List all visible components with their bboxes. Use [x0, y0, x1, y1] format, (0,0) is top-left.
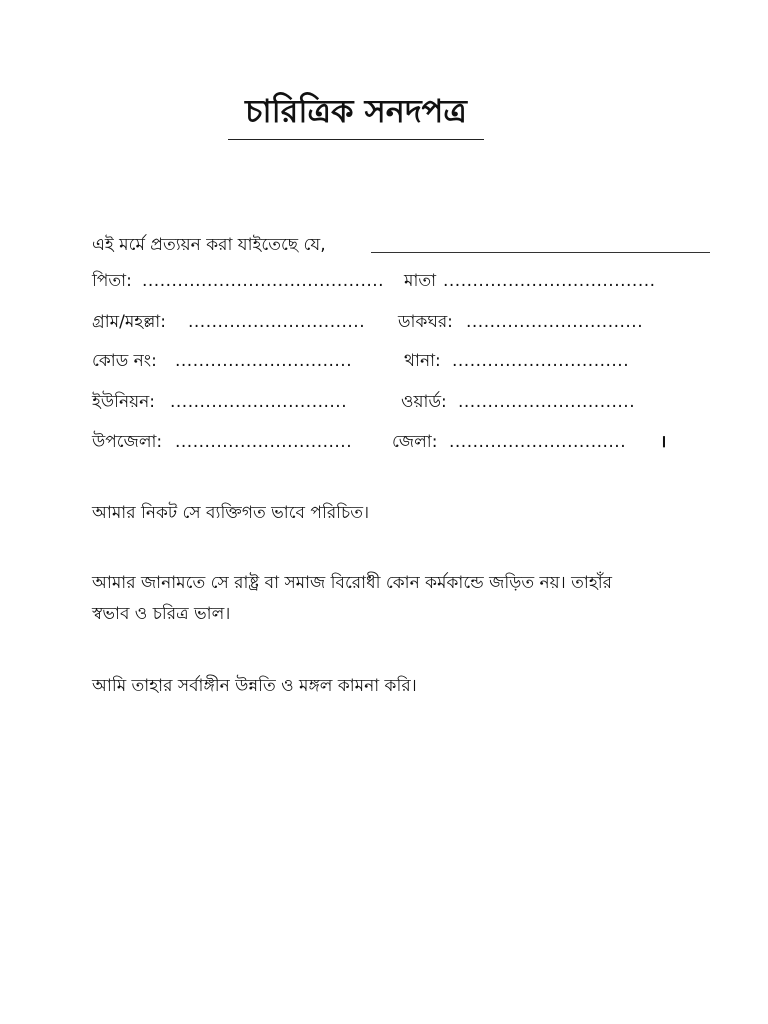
union-field[interactable]: .............................. [170, 392, 348, 412]
district-label: জেলা: [392, 432, 438, 452]
district-field[interactable]: .............................. [449, 432, 627, 452]
father-label: পিতা: [92, 271, 132, 291]
code-label: কোড নং: [92, 351, 157, 371]
name-blank-line[interactable] [371, 252, 710, 253]
page-title: চারিত্রিক সনদপত্র [245, 92, 467, 130]
mother-field[interactable]: .................................... [443, 271, 656, 291]
mother-label: মাতা [404, 271, 437, 291]
thana-field[interactable]: .............................. [452, 351, 630, 371]
code-field[interactable]: .............................. [175, 351, 353, 371]
paragraph-wishes: আমি তাহার সর্বাঙ্গীন উন্নতি ও মঙ্গল কামনা করি। [92, 676, 417, 696]
union-label: ইউনিয়ন: [92, 392, 155, 412]
post-office-label: ডাকঘর: [398, 312, 453, 332]
village-label: গ্রাম/মহল্লা: [92, 312, 166, 332]
paragraph-acquaintance: আমার নিকট সে ব্যক্তিগত ভাবে পরিচিত। [92, 503, 370, 523]
intro-text: এই মর্মে প্রত্যয়ন করা যাইতেছে যে, [92, 235, 326, 255]
village-field[interactable]: .............................. [188, 312, 366, 332]
father-field[interactable]: ......................................... [142, 271, 385, 291]
ward-label: ওয়ার্ড: [401, 392, 447, 412]
end-mark: । [660, 432, 667, 452]
paragraph-character-line2: স্বভাব ও চরিত্র ভাল। [92, 604, 231, 624]
upazila-field[interactable]: .............................. [175, 432, 353, 452]
paragraph-character-line1: আমার জানামতে সে রাষ্ট্র বা সমাজ বিরোধী কোন কর্মকান্ডে জড়িত নয়। তাহাঁর [92, 573, 613, 593]
thana-label: থানা: [404, 351, 441, 371]
upazila-label: উপজেলা: [92, 432, 163, 452]
ward-field[interactable]: .............................. [458, 392, 636, 412]
post-office-field[interactable]: .............................. [466, 312, 644, 332]
title-underline [228, 139, 484, 140]
